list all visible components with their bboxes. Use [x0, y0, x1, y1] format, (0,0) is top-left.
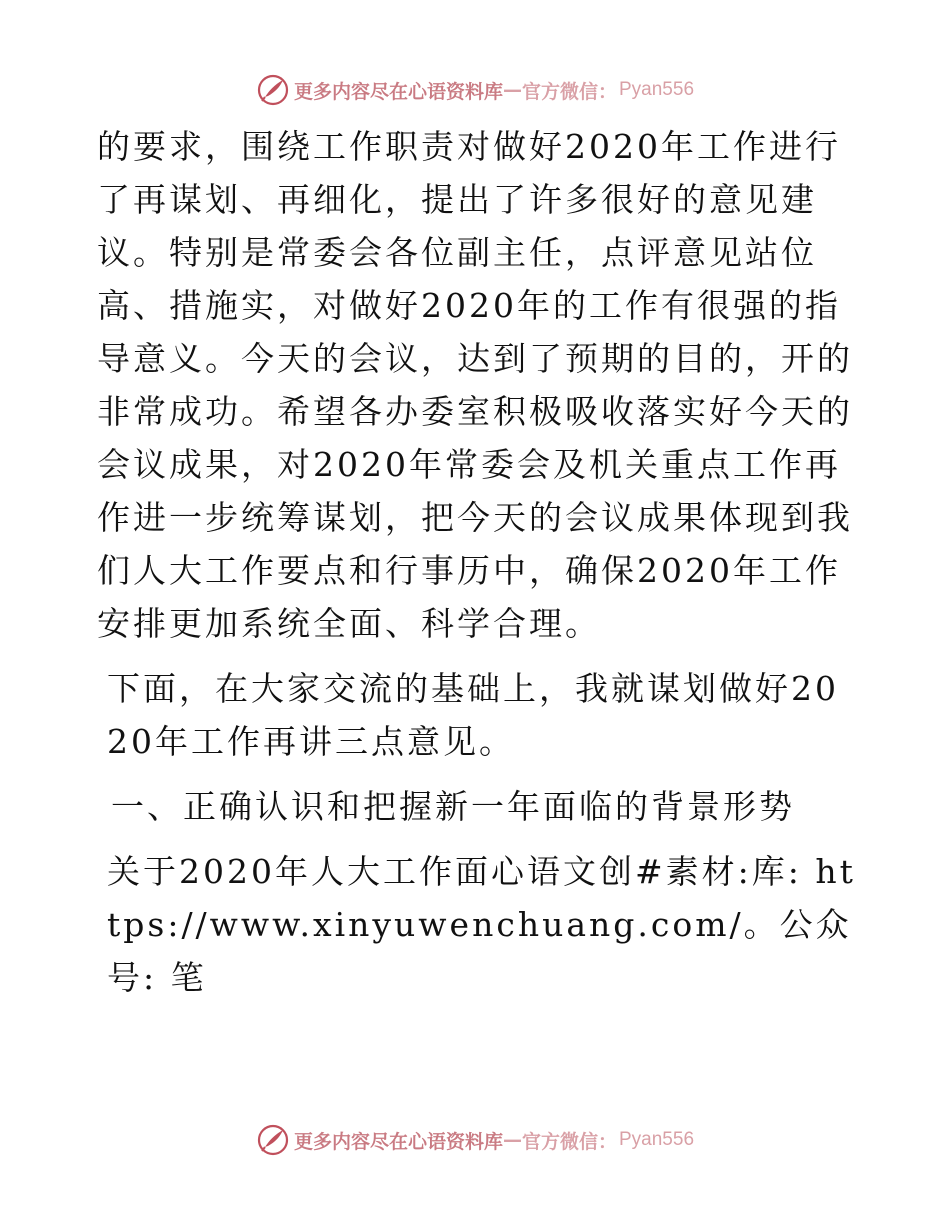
quill-logo-icon [256, 1123, 290, 1157]
banner-wechat-id: Pyan556 [619, 1129, 695, 1150]
banner-wechat-label: 官方微信： [521, 1130, 617, 1153]
banner-brand-text: 更多内容尽在心语资料库 [293, 80, 503, 103]
paragraph-1: 的要求，围绕工作职责对做好2020年工作进行了再谋划、再细化，提出了许多很好的意见建议。特别是常委会各位副主任，点评意见站位高、措施实，对做好2020年的工作有很强的指导意义。今天的会议，达到了预期的目的，开的非常成功。希望各办委室积极吸收落实好今天的会议成果，对2020年常委会及机关重点工作再作进一步统筹谋划，把今天的会议成果体现到我们人大工作要点和行事历中，确保2020年工作安排更加系统全面、科学合理。 [97, 127, 853, 643]
paragraph-2: 下面，在大家交流的基础上，我就谋划做好2020年工作再讲三点意见。 [107, 669, 839, 761]
banner-wechat-id: Pyan556 [619, 79, 695, 100]
banner-separator: — [502, 79, 522, 101]
paragraph-3: 关于2020年人大工作面心语文创#素材:库: https://www.xinyuwenchuang.com/。公众号: 笔 [107, 852, 856, 997]
quill-logo-icon [256, 73, 290, 107]
section-heading-1: 一、正确认识和把握新一年面临的背景形势 [111, 787, 795, 826]
document-body [97, 120, 857, 1004]
banner-wechat-label: 官方微信： [521, 80, 617, 103]
banner-separator: — [502, 1129, 522, 1151]
header-banner [0, 70, 950, 110]
footer-banner [0, 1120, 950, 1160]
banner-brand-text: 更多内容尽在心语资料库 [293, 1130, 503, 1153]
